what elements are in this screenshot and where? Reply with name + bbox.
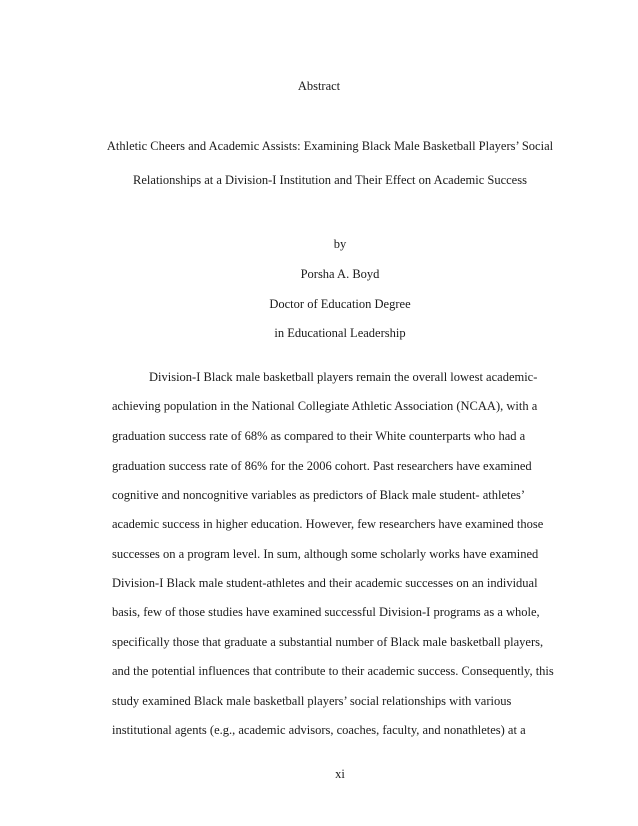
abstract-heading: Abstract [297, 79, 341, 93]
degree-name: Doctor of Education Degree [269, 297, 411, 311]
body-line: specifically those that graduate a substantial number of Black male basketball players, [112, 635, 544, 649]
body-line: academic success in higher education. However, few researchers have examined those [112, 517, 544, 531]
body-line: institutional agents (e.g., academic advisors, coaches, faculty, and nonathletes) at a [112, 723, 526, 737]
title-line-1: Athletic Cheers and Academic Assists: Examining Black Male Basketball Players’ Social [106, 139, 554, 153]
body-line: and the potential influences that contribute to their academic success. Consequently, this [112, 664, 554, 678]
page-number: xi [335, 767, 345, 781]
body-line: graduation success rate of 86% for the 2006 cohort. Past researchers have examined [112, 459, 532, 473]
body-line: Division-I Black male basketball players remain the overall lowest academic- [149, 370, 538, 384]
body-line: graduation success rate of 68% as compared to their White counterparts who had a [112, 429, 526, 443]
body-line: successes on a program level. In sum, although some scholarly works have examined [112, 547, 539, 561]
title-line-2: Relationships at a Division-I Institution and Their Effect on Academic Success [133, 173, 527, 187]
byline-by: by [333, 237, 347, 251]
body-line: study examined Black male basketball players’ social relationships with various [112, 694, 512, 708]
body-line: cognitive and noncognitive variables as predictors of Black male student- athletes’ [112, 488, 526, 502]
author-name: Porsha A. Boyd [300, 267, 380, 281]
body-line: basis, few of those studies have examined successful Division-I programs as a whole, [112, 605, 540, 619]
degree-field: in Educational Leadership [274, 326, 406, 340]
body-line: achieving population in the National Collegiate Athletic Association (NCAA), with a [112, 399, 538, 413]
body-line: Division-I Black male student-athletes and their academic successes on an individual [112, 576, 538, 590]
